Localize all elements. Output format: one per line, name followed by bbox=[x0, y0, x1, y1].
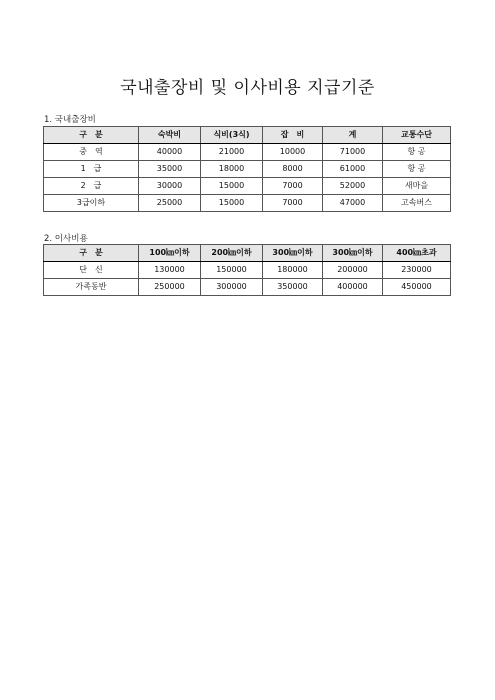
cell-amount: 400000 bbox=[323, 279, 383, 296]
header-distance-200: 200㎞이하 bbox=[201, 245, 263, 262]
header-lodging: 숙박비 bbox=[139, 127, 201, 144]
cell-transport: 항 공 bbox=[383, 161, 451, 178]
cell-meals: 18000 bbox=[201, 161, 263, 178]
section-label-domestic-travel: 1. 국내출장비 bbox=[44, 115, 96, 125]
cell-misc: 10000 bbox=[263, 144, 323, 161]
cell-transport: 항 공 bbox=[383, 144, 451, 161]
cell-lodging: 40000 bbox=[139, 144, 201, 161]
header-distance-300b: 300㎞이하 bbox=[323, 245, 383, 262]
cell-total: 52000 bbox=[323, 178, 383, 195]
row-category: 단 신 bbox=[44, 262, 139, 279]
cell-total: 71000 bbox=[323, 144, 383, 161]
cell-total: 61000 bbox=[323, 161, 383, 178]
table-header-row bbox=[44, 127, 451, 144]
cell-amount: 450000 bbox=[383, 279, 451, 296]
header-distance-100: 100㎞이하 bbox=[139, 245, 201, 262]
row-category: 3급이하 bbox=[44, 195, 139, 212]
row-category: 1 급 bbox=[44, 161, 139, 178]
header-meals: 식비(3식) bbox=[201, 127, 263, 144]
table-row bbox=[44, 195, 451, 212]
cell-transport: 고속버스 bbox=[383, 195, 451, 212]
header-category: 구 분 bbox=[44, 245, 139, 262]
cell-lodging: 35000 bbox=[139, 161, 201, 178]
row-category: 중 역 bbox=[44, 144, 139, 161]
cell-misc: 7000 bbox=[263, 195, 323, 212]
cell-lodging: 25000 bbox=[139, 195, 201, 212]
cell-amount: 150000 bbox=[201, 262, 263, 279]
cell-amount: 200000 bbox=[323, 262, 383, 279]
header-transport: 교통수단 bbox=[383, 127, 451, 144]
cell-amount: 230000 bbox=[383, 262, 451, 279]
row-category: 2 급 bbox=[44, 178, 139, 195]
cell-amount: 350000 bbox=[263, 279, 323, 296]
table-row bbox=[44, 262, 451, 279]
cell-amount: 130000 bbox=[139, 262, 201, 279]
header-total: 계 bbox=[323, 127, 383, 144]
cell-amount: 180000 bbox=[263, 262, 323, 279]
cell-meals: 15000 bbox=[201, 195, 263, 212]
page-title: 국내출장비 및 이사비용 지급기준 bbox=[120, 78, 375, 98]
row-category: 가족동반 bbox=[44, 279, 139, 296]
moving-expenses-table bbox=[43, 244, 451, 296]
domestic-travel-table bbox=[43, 126, 451, 212]
table-row bbox=[44, 144, 451, 161]
header-distance-300: 300㎞이하 bbox=[263, 245, 323, 262]
header-misc: 잡 비 bbox=[263, 127, 323, 144]
cell-lodging: 30000 bbox=[139, 178, 201, 195]
cell-transport: 새마을 bbox=[383, 178, 451, 195]
section-label-moving-expenses: 2. 이사비용 bbox=[44, 234, 88, 244]
cell-misc: 7000 bbox=[263, 178, 323, 195]
table-row bbox=[44, 178, 451, 195]
cell-misc: 8000 bbox=[263, 161, 323, 178]
table-row bbox=[44, 279, 451, 296]
header-category: 구 분 bbox=[44, 127, 139, 144]
table-row bbox=[44, 161, 451, 178]
cell-meals: 21000 bbox=[201, 144, 263, 161]
cell-total: 47000 bbox=[323, 195, 383, 212]
table-header-row bbox=[44, 245, 451, 262]
cell-meals: 15000 bbox=[201, 178, 263, 195]
header-distance-400-over: 400㎞초과 bbox=[383, 245, 451, 262]
cell-amount: 250000 bbox=[139, 279, 201, 296]
cell-amount: 300000 bbox=[201, 279, 263, 296]
